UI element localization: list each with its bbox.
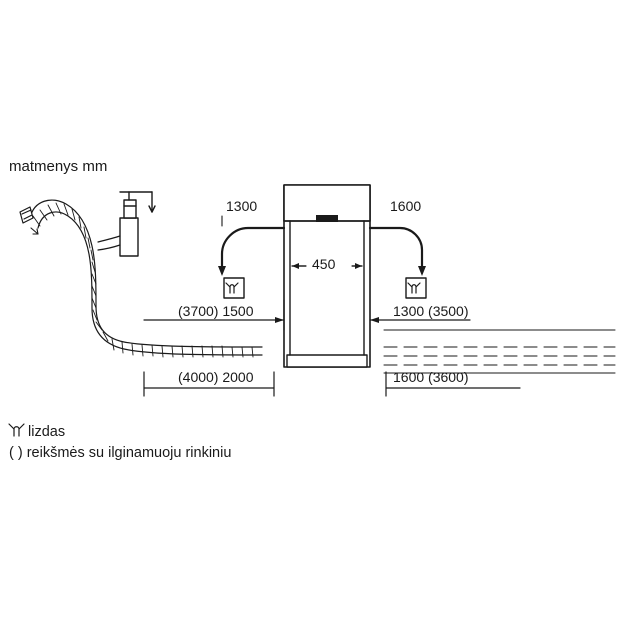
dimension-inner-width: 450	[312, 256, 336, 272]
dishwasher-outline	[284, 185, 370, 367]
arrow-top-left	[218, 266, 226, 276]
dimension-top-right: 1600	[390, 198, 422, 214]
leader-top-right	[370, 228, 422, 268]
dimension-right-upper: 1300 (3500)	[393, 303, 469, 319]
arrow-top-right	[418, 266, 426, 276]
wall-service-lines	[384, 330, 615, 373]
page-title: matmenys mm	[9, 158, 108, 175]
aquastop-valve	[98, 192, 155, 256]
dimension-top-left: 1300	[226, 198, 258, 214]
leader-top-left	[222, 228, 284, 268]
legend-paren-note: ( ) reikšmės su ilginamuoju rinkiniu	[9, 445, 232, 461]
dimension-left-lower: (4000) 2000	[178, 369, 254, 385]
socket-symbol-legend	[9, 424, 24, 436]
dimension-left-upper: (3700) 1500	[178, 303, 254, 319]
socket-symbol-right	[406, 278, 426, 298]
dimension-right-lower: 1600 (3600)	[393, 369, 469, 385]
socket-symbol-left	[224, 278, 244, 298]
legend-socket-label: lizdas	[28, 424, 66, 440]
